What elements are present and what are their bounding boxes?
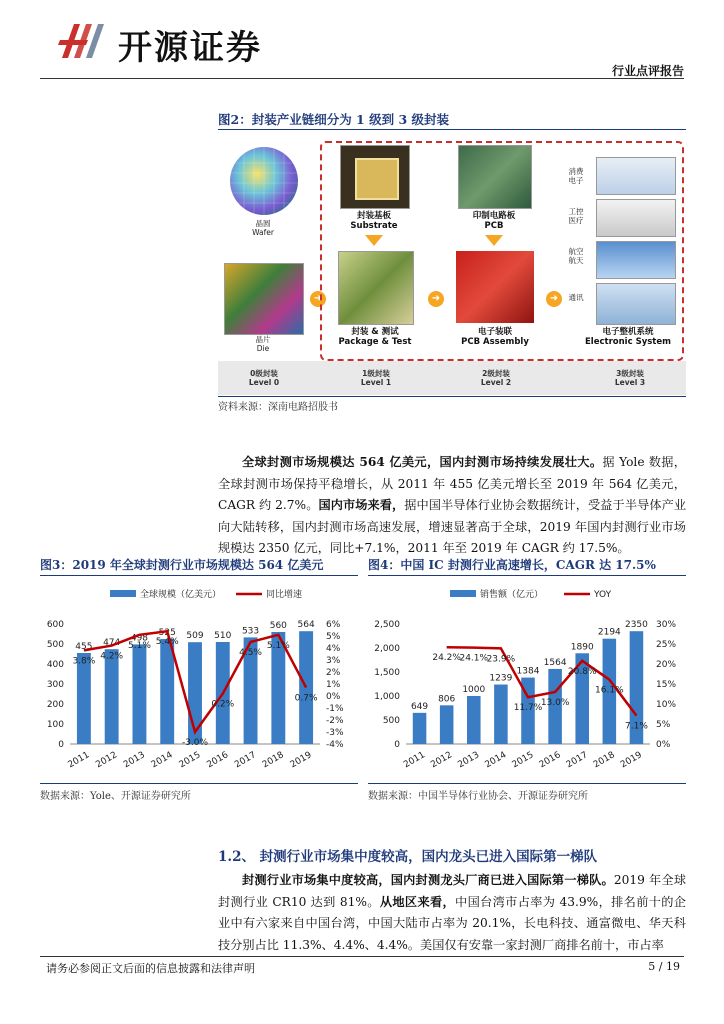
- bar-value-label: 533: [241, 626, 260, 637]
- y-tick-label: 0: [58, 740, 64, 750]
- x-tick-label: 2011: [402, 750, 427, 771]
- wafer-image: [226, 145, 302, 217]
- bar: [413, 713, 427, 744]
- company-name: 开源证券: [118, 28, 262, 68]
- electronic-system-label: 电子整机系统 Electronic System: [585, 327, 671, 347]
- y-tick-label: 2,000: [374, 644, 400, 654]
- y-tick-label: 1,500: [374, 668, 400, 678]
- bar: [440, 705, 454, 744]
- line-value-label: 3.8%: [72, 656, 96, 667]
- header-divider: [40, 78, 684, 79]
- bar: [77, 653, 91, 744]
- y2-tick-label: 3%: [326, 656, 341, 666]
- footer-divider: [40, 956, 684, 957]
- line-value-label: 7.1%: [625, 721, 648, 732]
- paragraph-concentration: [218, 870, 686, 956]
- paragraph1-text1: 据 Yole 数据，全球封测市场保持平稳增长，从 2011 年 455 亿美元增长至 2019 年 564 亿美元，CAGR 约 2.7%。: [218, 455, 686, 513]
- y2-tick-label: -3%: [326, 728, 344, 738]
- y-tick-label: 300: [46, 680, 64, 690]
- footer-disclaimer: 请务必参阅正文后面的信息披露和法律声明: [46, 962, 255, 975]
- section-heading: 1.2、 封测行业市场集中度较高，国内龙头已进入国际第一梯队: [218, 849, 598, 865]
- legend-line-label: 同比增速: [266, 590, 303, 600]
- line-value-label: -3.0%: [181, 738, 209, 748]
- bar-value-label: 806: [438, 694, 456, 705]
- company-logo-icon: [58, 18, 112, 64]
- arrow-right-icon: ➜: [546, 291, 562, 307]
- line-value-label: 16.1%: [595, 685, 624, 696]
- figure4-bottom-rule: [368, 783, 686, 784]
- level-3: 3级封装 Level 3: [614, 369, 646, 387]
- report-type: 行业点评报告: [611, 64, 684, 78]
- y2-tick-label: -1%: [326, 704, 344, 714]
- paragraph1-text2: 据中国半导体行业协会数据统计，受益于半导体产业向大陆转移，国内封测市场高速发展，增速显著高于全球，2019 年国内封测行业市场规模达 2350 亿元，同比+7.1%，2011 年至 2019 年 CAGR 约 17.5%。: [218, 498, 687, 556]
- line-value-label: 5.1%: [128, 640, 151, 651]
- x-tick-label: 2013: [122, 750, 147, 771]
- legend-bar-swatch: [450, 590, 476, 597]
- substrate-label: 封装基板 Substrate: [350, 211, 398, 231]
- bar: [494, 685, 508, 744]
- medical-equipment-image: [596, 199, 676, 237]
- y2-tick-label: 4%: [326, 644, 341, 654]
- paragraph2-text2: 中国台湾市占率为 43.9%，排名前十的企业中有六家来自中国台湾，中国大陆市占率为 20.1%，长电科技、通富微电、华天科技分别占比 11.3%、4.4%、4.4%。美国仅有安靠一家封测厂商排名前十，市占率: [218, 894, 686, 952]
- line-value-label: 4.2%: [100, 651, 124, 662]
- x-tick-label: 2016: [205, 750, 231, 771]
- y-tick-label: 500: [46, 640, 64, 650]
- figure3-source: 数据来源：Yole、开源证券研究所: [40, 791, 191, 802]
- bar-value-label: 560: [269, 621, 287, 631]
- line-value-label: 0.2%: [211, 699, 235, 710]
- figure3-title: 图3：2019 年全球封测行业市场规模达 564 亿美元: [40, 558, 324, 572]
- figure2-bottom-rule: [218, 396, 686, 397]
- figure3-bottom-rule: [40, 783, 358, 784]
- y-tick-label: 1,000: [374, 692, 400, 702]
- line-value-label: 24.2%: [432, 653, 461, 664]
- line-value-label: 13.0%: [540, 698, 570, 708]
- legend-bar-label: 全球规模（亿美元）: [140, 590, 222, 600]
- y-tick-label: 500: [382, 716, 400, 726]
- y-tick-label: 200: [46, 700, 64, 710]
- level-2: 2级封装 Level 2: [480, 369, 512, 387]
- line-value-label: 24.1%: [459, 653, 489, 664]
- bar-value-label: 2194: [597, 627, 621, 638]
- bar-value-label: 2350: [624, 620, 648, 631]
- x-tick-label: 2013: [456, 750, 482, 771]
- paragraph2-bold2: 从地区来看，: [379, 894, 456, 909]
- level-1: 1级封装 Level 1: [360, 369, 392, 387]
- pcb-label: 印制电路板 PCB: [472, 211, 516, 231]
- figure4-rule: [368, 575, 686, 576]
- legend-line-label: YOY: [594, 590, 612, 600]
- line-value-label: 23.9%: [486, 654, 516, 665]
- x-tick-label: 2018: [591, 750, 617, 771]
- figure4-title: 图4：中国 IC 封测行业高速增长，CAGR 达 17.5%: [368, 558, 656, 572]
- package-image: [338, 251, 414, 325]
- bar-value-label: 1239: [489, 673, 513, 684]
- arrow-right-icon: ➜: [310, 291, 326, 307]
- y2-tick-label: 0%: [326, 692, 341, 702]
- telecom-label: 通讯: [568, 293, 584, 302]
- y2-tick-label: 6%: [326, 620, 341, 630]
- paragraph1-bold1: 全球封测市场规模达 564 亿美元，国内封测市场持续发展壮大。: [242, 455, 603, 469]
- y2-tick-label: 25%: [656, 640, 677, 650]
- figure2-source: 资料来源：深南电路招股书: [218, 402, 338, 413]
- bar: [105, 649, 119, 744]
- figure4-source: 数据来源：中国半导体行业协会、开源证券研究所: [368, 791, 588, 802]
- paragraph2-text1: 2019 年全球封测行业 CR10 达到 81%。: [218, 873, 687, 909]
- bar: [467, 696, 481, 744]
- x-tick-label: 2014: [483, 750, 509, 771]
- y-tick-label: 100: [46, 720, 64, 730]
- x-tick-label: 2018: [260, 750, 286, 771]
- bar-value-label: 525: [158, 628, 176, 638]
- package-test-label: 封装 & 测试 Package & Test: [338, 327, 412, 347]
- paragraph1-bold2: 国内市场来看，: [318, 498, 405, 513]
- legend-bar-label: 销售额（亿元）: [480, 590, 544, 600]
- figure3-rule: [40, 575, 358, 576]
- line-value-label: 20.8%: [567, 666, 597, 677]
- page-number: 5 / 19: [648, 960, 680, 973]
- figure2-title: 图2：封装产业链细分为 1 级到 3 级封装: [218, 112, 450, 127]
- y2-tick-label: -2%: [326, 716, 344, 726]
- bar-value-label: 509: [186, 631, 204, 642]
- level-bar: [218, 361, 686, 395]
- wafer-label: 晶圆 Wafer: [252, 219, 274, 237]
- bar-value-label: 649: [410, 701, 429, 712]
- arrow-down-icon: [485, 235, 503, 246]
- y-tick-label: 0: [394, 740, 400, 750]
- y2-tick-label: -4%: [326, 740, 344, 750]
- x-tick-label: 2015: [177, 750, 203, 771]
- aerospace-label: 航空 航天: [568, 247, 584, 265]
- pcb-assembly-label: 电子装联 PCB Assembly: [461, 327, 529, 347]
- x-tick-label: 2015: [510, 750, 536, 771]
- x-tick-label: 2019: [288, 750, 314, 771]
- line-value-label: 0.7%: [294, 693, 318, 704]
- bar-value-label: 498: [130, 633, 149, 644]
- line-value-label: 4.5%: [239, 648, 262, 658]
- china-ic-packaging-chart: [368, 580, 686, 780]
- bar-value-label: 564: [297, 620, 315, 631]
- aerospace-image: [596, 241, 676, 279]
- bar-value-label: 1384: [516, 666, 540, 677]
- y2-tick-label: 10%: [656, 700, 677, 710]
- arrow-down-icon: [365, 235, 383, 246]
- x-tick-label: 2017: [233, 750, 258, 771]
- y-tick-label: 600: [46, 620, 64, 630]
- y-tick-label: 2,500: [374, 620, 400, 630]
- consumer-label: 消费 电子: [568, 167, 584, 185]
- y2-tick-label: 1%: [326, 680, 341, 690]
- die-image: [224, 263, 304, 335]
- x-tick-label: 2019: [619, 750, 644, 771]
- arrow-right-icon: ➜: [428, 291, 444, 307]
- bar-value-label: 1564: [543, 657, 567, 668]
- medical-label: 工控 医疗: [568, 207, 584, 225]
- bar-value-label: 1890: [570, 642, 594, 653]
- x-tick-label: 2012: [429, 750, 455, 771]
- x-tick-label: 2016: [537, 750, 563, 771]
- y2-tick-label: 0%: [656, 740, 671, 750]
- line-value-label: 5.1%: [266, 640, 290, 651]
- line-value-label: 5.4%: [155, 637, 179, 648]
- y-tick-label: 400: [46, 660, 64, 670]
- line-value-label: 11.7%: [513, 703, 543, 714]
- figure2-rule: [218, 129, 686, 130]
- bar-value-label: 510: [214, 631, 232, 641]
- y2-tick-label: 5%: [656, 720, 671, 730]
- x-tick-label: 2017: [564, 750, 590, 771]
- y2-tick-label: 2%: [326, 668, 341, 678]
- pcb-image: [458, 145, 532, 209]
- bar-value-label: 1000: [462, 685, 486, 695]
- pcb-assembly-image: [456, 251, 534, 323]
- y2-tick-label: 20%: [656, 660, 677, 670]
- x-tick-label: 2011: [66, 750, 92, 771]
- level-0: 0级封装 Level 0: [248, 369, 280, 387]
- bar-value-label: 474: [103, 638, 121, 649]
- bar-value-label: 455: [75, 642, 93, 652]
- paragraph-market-size: [218, 452, 686, 560]
- y2-tick-label: 15%: [656, 680, 677, 690]
- y2-tick-label: 5%: [326, 632, 341, 642]
- bar: [160, 639, 174, 744]
- bar: [133, 644, 147, 744]
- die-label: 晶片 Die: [255, 335, 271, 353]
- x-tick-label: 2012: [94, 750, 120, 771]
- supply-chain-diagram: [218, 133, 686, 395]
- substrate-image: [340, 145, 410, 209]
- paragraph2-bold1: 封测行业市场集中度较高，国内封测龙头厂商已进入国际第一梯队。: [242, 873, 614, 887]
- global-packaging-market-chart: [40, 580, 358, 780]
- legend-bar-swatch: [110, 590, 136, 597]
- x-tick-label: 2014: [149, 750, 175, 771]
- telecom-image: [596, 283, 676, 325]
- y2-tick-label: 30%: [656, 620, 677, 630]
- consumer-electronics-image: [596, 157, 676, 195]
